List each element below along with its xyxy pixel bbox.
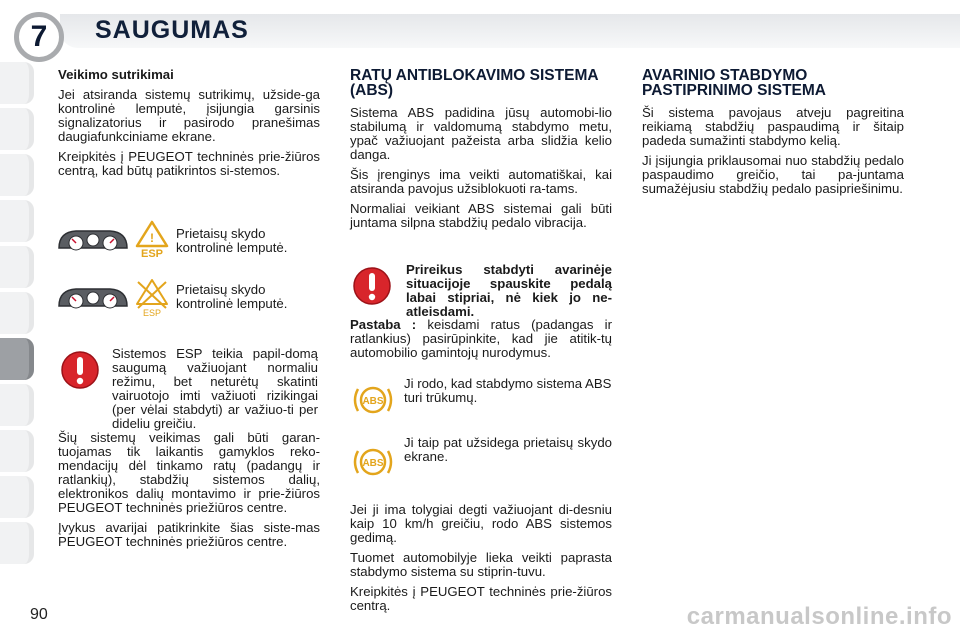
emergency-brake-warning: Prireikus stabdyti avarinėje situacijoje spauskite pedalą labai stipriai, nė kiek jo ne-atleisdami. [406,262,612,319]
abs-paragraph-4: Jei ji ima tolygiai degti važiuojant di-desniu kaip 10 km/h greičiu, rodo ABS sistemos gedimą. [350,502,612,545]
chapter-tabs [0,62,40,582]
svg-text:ABS: ABS [362,458,384,469]
chapter-tab-2[interactable] [0,108,34,150]
abs-fault-section [350,503,612,619]
chapter-number-badge: 7 [14,12,64,62]
instrument-panel-icon [56,284,130,314]
left-column-top [58,68,320,184]
brake-assist-section [642,68,904,202]
abs-section-title: RATŲ ANTIBLOKAVIMO SISTEMA (ABS) [350,67,598,99]
page-header [0,0,960,62]
abs-paragraph-1: Sistema ABS padidina jūsų automobi-lio stabilumą ir valdomumą stabdymo metu, ypač važiuojant pažeista arba slidžia kelio danga. [350,105,612,162]
abs-paragraph-5: Tuomet automobilyje lieka veikti paprasta stabdymo sistema su stiprin-tuvu. [350,550,612,579]
left-paragraph-2: Kreipkitės į PEUGEOT techninės prie-žiūros centrą, kad būtų patikrintos si-stemos. [58,149,320,178]
note-label: Pastaba : [350,317,417,332]
lamp-label-2: Prietaisų skydo kontrolinė lemputė. [176,282,288,311]
esp-warning-icon [134,220,170,258]
note-text: keisdami ratus (padangas ir ratlankius) pasirūpinkite, kad jie atitik-tų automobilio gamintojų nurodymus. [350,317,612,360]
svg-text:ABS: ABS [362,396,384,407]
chapter-tab-4[interactable] [0,200,34,242]
lamp-label-1: Prietaisų skydo kontrolinė lemputė. [176,226,288,255]
abs-warning-lamp-icon [350,380,396,420]
brake-assist-title: AVARINIO STABDYMO PASTIPRINIMO SISTEMA [642,67,827,99]
left-paragraph-4: Įvykus avarijai patikrinkite šias siste-mas PEUGEOT techninės priežiūros centre. [58,520,320,549]
chapter-tab-8[interactable] [0,384,34,426]
chapter-tab-5[interactable] [0,246,34,288]
chapter-tab-11[interactable] [0,522,34,564]
warning-exclamation-icon [60,350,100,390]
esp-warning-text: Sistemos ESP teikia papil-domą saugumą važiuojant normaliu režimu, bet neturėtų skatinti vairuotojo imti važiuoti rizikingai (per vėlai stabdyti) ar važiuo-ti per dideliu greičiu. [112,346,318,431]
watermark: carmanualsonline.info [686,603,952,630]
abs-lamp-text-1: Ji rodo, kad stabdymo sistema ABS turi trūkumų. [404,376,612,405]
brake-assist-paragraph-2: Ji įsijungia priklausomai nuo stabdžių pedalo paspaudimo greičio, tai pa-juntama sumažėjusiu stabdžių pedalo pasipriešinimu. [642,153,904,196]
abs-paragraph-2: Šis įrenginys ima veikti automatiškai, kai atsiranda pavojus užsiblokuoti ra-tams. [350,167,612,196]
chapter-tab-3[interactable] [0,154,34,196]
brake-assist-paragraph-1: Ši sistema pavojaus atveju pagreitina reikiamą stabdžių paspaudimą ir šitaip padeda sumažinti stabdymo kelią. [642,105,904,148]
instrument-panel-icon [56,226,130,256]
svg-text:ESP: ESP [140,248,164,258]
left-column-bottom [58,431,320,555]
chapter-tab-10[interactable] [0,476,34,518]
abs-lamp-text-2: Ji taip pat užsidega prietaisų skydo ekrane. [404,435,612,464]
abs-note [350,318,612,360]
svg-text:!: ! [150,231,154,245]
warning-exclamation-icon [352,266,392,306]
abs-paragraph-3: Normaliai veikiant ABS sistemai gali būti juntama silpna stabdžių pedalo vibracija. [350,201,612,230]
esp-warning-text-a [112,347,318,431]
left-paragraph-3: Šių sistemų veikimas gali būti garan-tuojamas tik laikantis gamyklos reko-mendacijų dėl tinkamo ratų (padangų ir ratlankių), stabdžių sistemos dalių, elektronikos dalių montavimo ir prie-žiūros PEUGEOT techninės priežiūros centre. [58,430,320,515]
malfunction-subheading: Veikimo sutrikimai [58,67,174,82]
esp-off-icon [134,278,170,318]
chapter-title: SAUGUMAS [95,16,249,44]
abs-paragraph-6: Kreipkitės į PEUGEOT techninės prie-žiūros centrą. [350,584,612,613]
chapter-tab-6[interactable] [0,292,34,334]
abs-warning-lamp-icon [350,442,396,482]
left-paragraph-1: Jei atsiranda sistemų sutrikimų, užside-ga kontrolinė lemputė, įsijungia garsinis signalizatorius ir pasirodo pranešimas daugiafunkciniame ekrane. [58,87,320,144]
chapter-tab-9[interactable] [0,430,34,472]
abs-section [350,68,612,236]
page-number: 90 [30,606,48,623]
chapter-tab-7[interactable] [0,338,34,380]
chapter-tab-1[interactable] [0,62,34,104]
svg-text:ESP: ESP [142,308,162,318]
